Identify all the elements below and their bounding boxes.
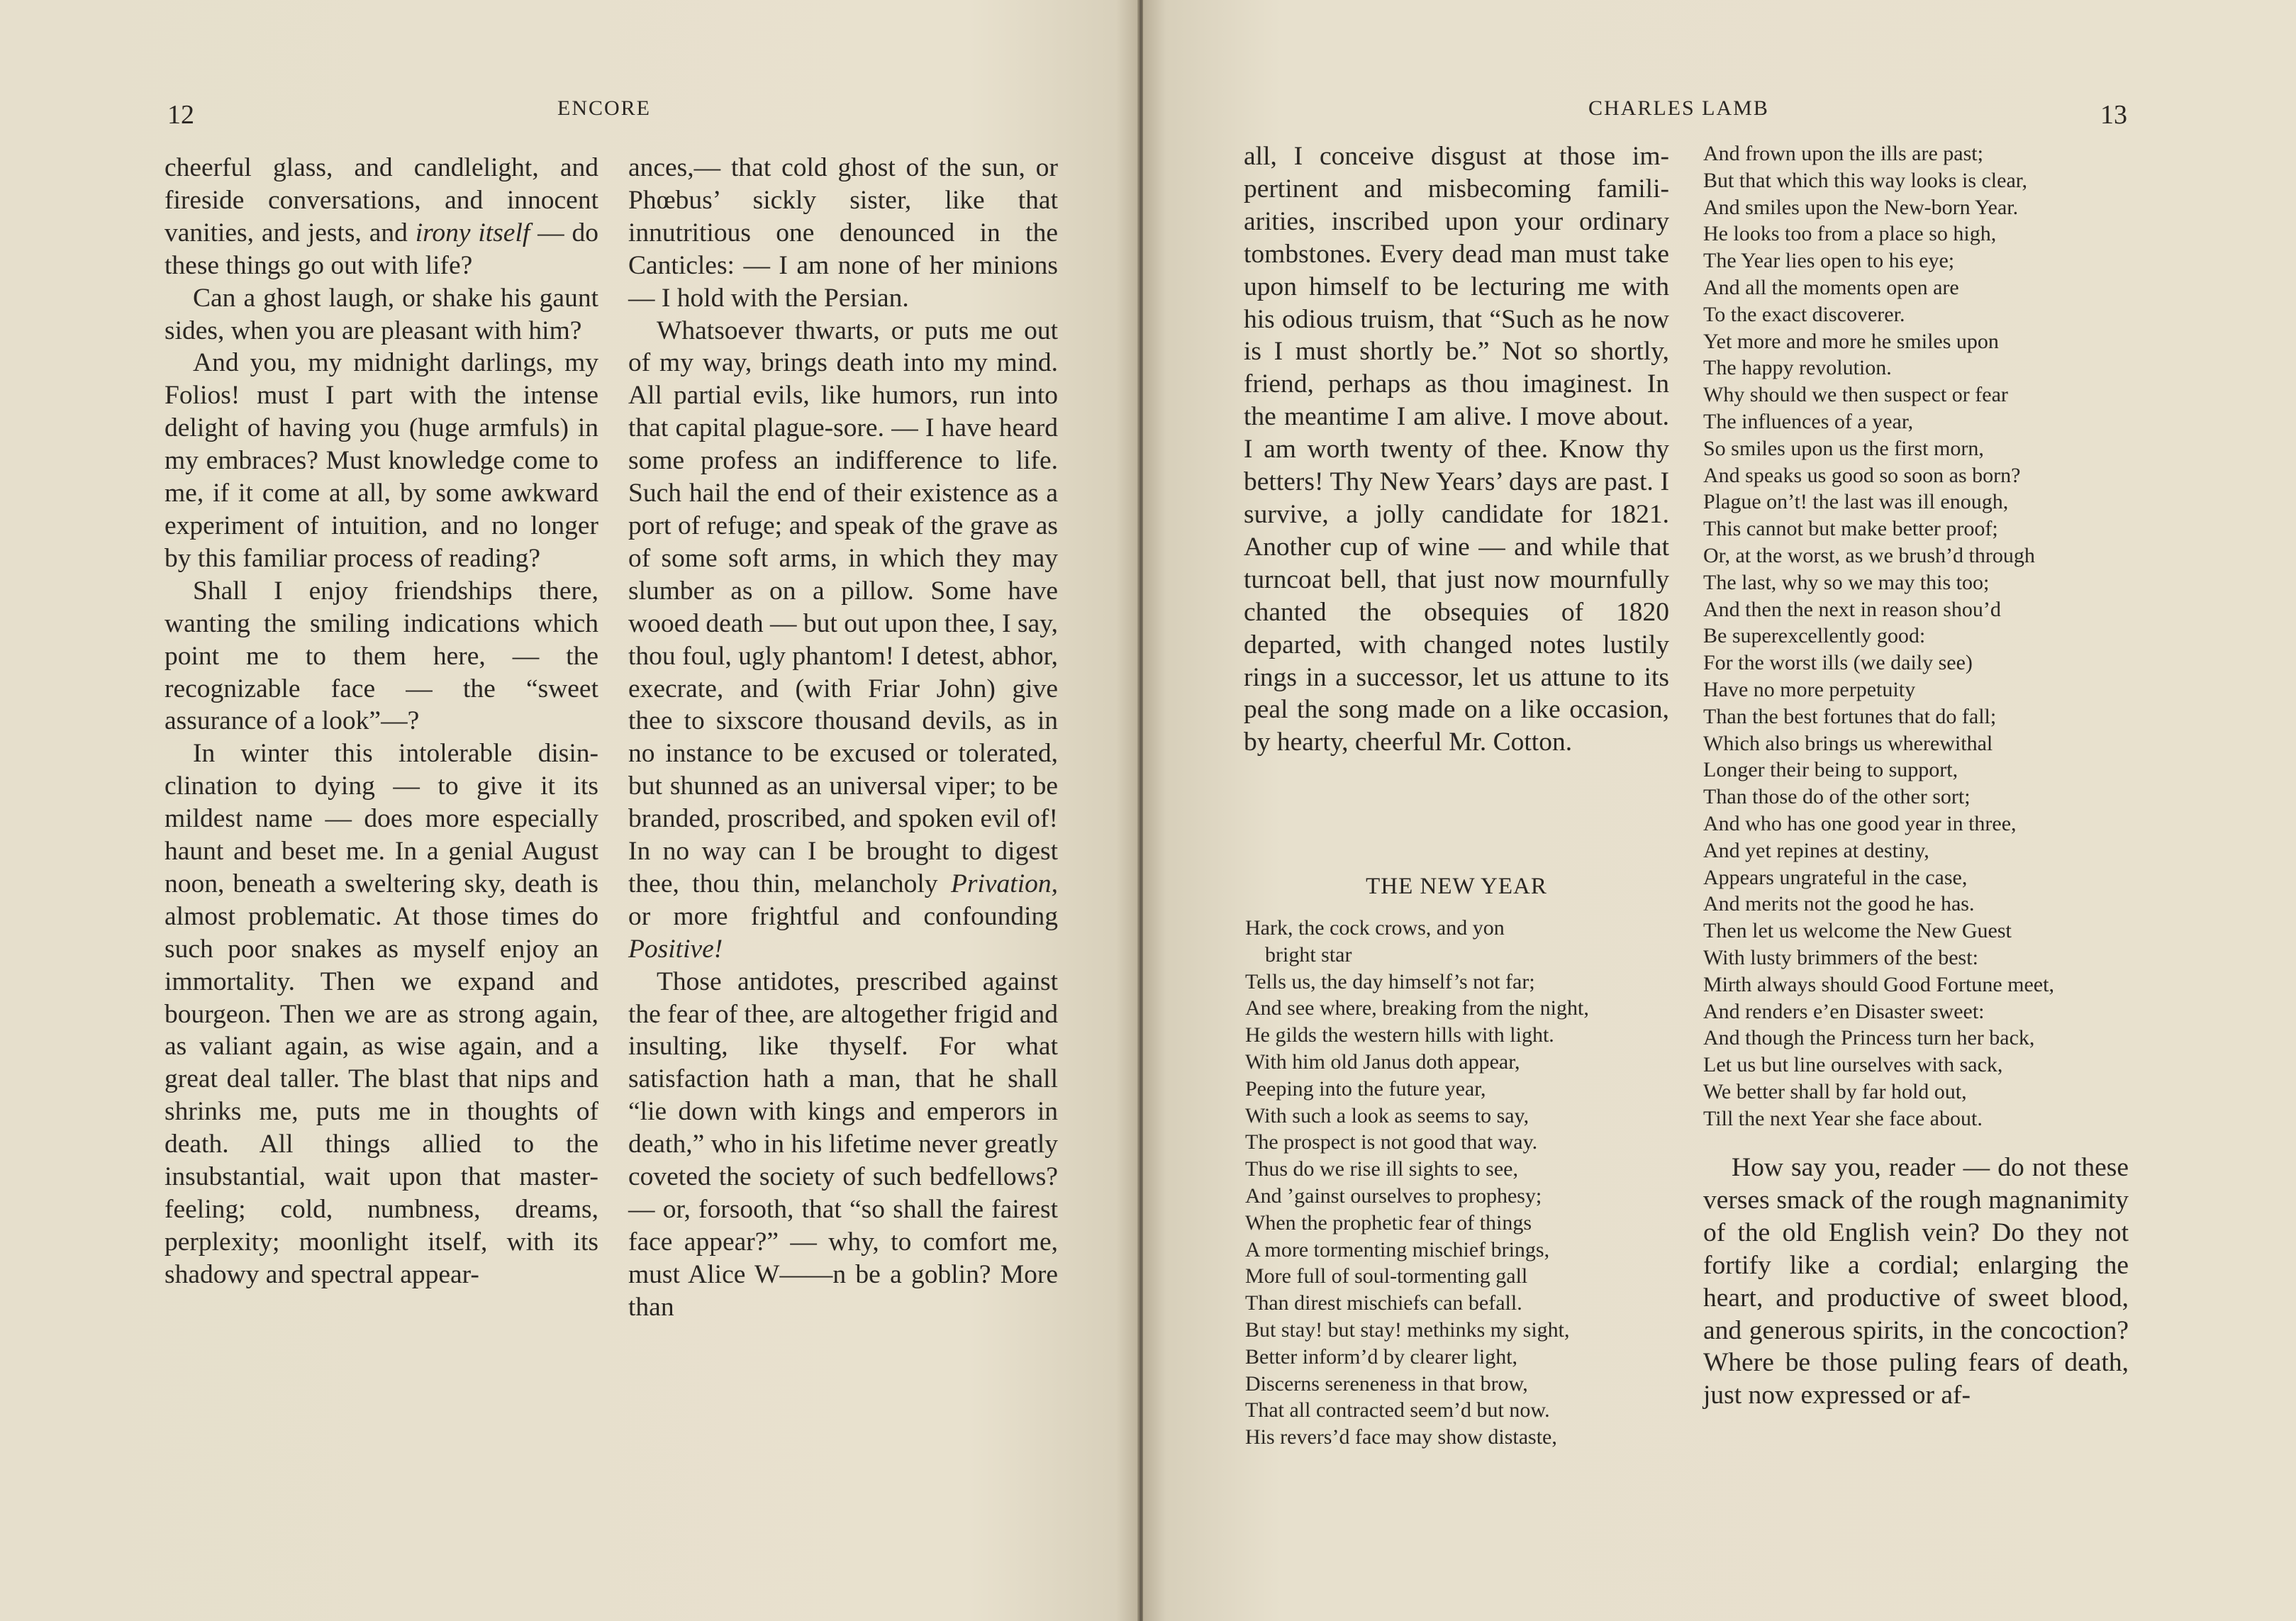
poem-line: But that which this way looks is clear, [1703,168,2028,192]
poem-line: And yet repines at destiny, [1703,838,1929,862]
poem-line: Let us but line ourselves with sack, [1703,1053,2003,1077]
poem-line: Which also brings us wherewithal [1703,731,1993,755]
text-run: — do these things go out with life? [165,218,598,280]
poem-line: The influences of a year, [1703,409,1914,433]
poem-line: Appears ungrateful in the case, [1703,865,1968,889]
running-head-left: ENCORE [557,96,651,120]
poem-line: For the worst ills (we daily see) [1703,651,1973,675]
poem-line: To the exact discoverer. [1703,302,1905,326]
poem-line: Why should we then suspect or fear [1703,383,2008,407]
poem-line: Peeping into the future year, [1245,1076,1486,1101]
poem-line: And speaks us good so soon as born? [1703,463,2021,487]
paragraph: And you, my midnight darlings, my Folios! must I part with the intense delight of having you (huge armfuls) in my embraces? Must knowledge come to me, if it come at all, by some awkward experiment of intuition, and no longer by this familiar process of reading? [165,348,598,573]
poem-line: Than direst mischiefs can befall. [1245,1291,1522,1315]
poem-line: Thus do we rise ill sights to see, [1245,1157,1518,1181]
poem-line: Or, at the worst, as we brush’d through [1703,543,2035,567]
poem-line: Longer their being to support, [1703,758,1958,782]
poem-line: But stay! but stay! methinks my sight, [1245,1318,1570,1342]
poem-line: Then let us welcome the New Guest [1703,919,2012,943]
poem-line: And frown upon the ills are past; [1703,142,1983,165]
poem-line: He looks too from a place so high, [1703,222,1997,246]
poem-line: This cannot but make better proof; [1703,517,1998,541]
right-column-1-prose [1244,140,1669,759]
paragraph [165,152,598,282]
poem-line: The Year lies open to his eye; [1703,249,1955,273]
poem-line: The prospect is not good that way. [1245,1130,1538,1154]
poem-line: And smiles upon the New-born Year. [1703,195,2019,219]
italic-text: Privation, [950,869,1058,898]
poem-line: The last, why so we may this too; [1703,570,1990,594]
text-run: cheerful glass, and candlelight, and fireside conversations, and innocent vanities, and jests, and [165,153,598,247]
poem-line: His revers’d face may show distaste, [1245,1425,1557,1449]
poem-line: Discerns sereneness in that brow, [1245,1371,1528,1396]
paragraph: How say you, reader — do not these verses smack of the rough magnanimity of the old English vein? Do they not fortify like a cordial; enlarging the heart, and productive of sweet blood, and generous spirits, in the concoction? Where be those puling fears of death, just now expressed or af- [1703,1153,2129,1410]
poem-line: And all the moments open are [1703,275,1959,299]
poem-line: More full of soul-tormenting gall [1245,1264,1528,1288]
poem-line: bright star [1265,942,1352,967]
poem-line: And renders e’en Disaster sweet: [1703,999,1985,1023]
poem-line: Than the best fortunes that do fall; [1703,704,1997,728]
right-page [1143,0,2296,1621]
poem-column-2 [1703,140,2157,1132]
poem-line: With lusty brimmers of the best: [1703,945,1978,969]
poem-line: Better inform’d by clearer light, [1245,1344,1518,1369]
paragraph: Those antidotes, prescribed against the fear of thee, are altogether frigid and insulting, like thyself. For what satisfaction hath a man, that he shall “lie down with kings and emperors in death,” who in his lifetime never greatly coveted the society of such bedfellows? — or, forsooth, that “so shall the fairest face appear?” — why, to comfort me, must Alice W——n be a goblin? More than [628,967,1058,1322]
page-number-right: 13 [2100,100,2127,130]
poem-line: And see where, breaking from the night, [1245,996,1589,1020]
page-number-left: 12 [167,100,194,130]
poem-line: Have no more perpetuity [1703,677,1916,701]
poem-line: Than those do of the other sort; [1703,785,1971,809]
poem-line: Be superexcellently good: [1703,624,1926,648]
paragraph: all, I conceive disgust at those impertinent and misbecoming familiarities, inscribed upon your ordinary tombstones. Every dead man must take upon himself to be lecturing me with his odious truism, that “Such as he now is I must shortly be.” Not so shortly, friend, perhaps as thou imaginest. In the meantime I am alive. I move about. I am worth twenty of thee. Know thy betters! Thy New Years’ days are past. I survive, a jolly candidate for 1821. Another cup of wine — and while that turncoat bell, that just now mournfully chanted the obsequies of 1820 departed, with changed notes lustily rings in a successor, let us attune to its peal the song made on a like occasion, by hearty, cheerful Mr. Cotton. [1244,142,1669,757]
poem-line: With him old Janus doth appear, [1245,1049,1520,1074]
italic-text: Positive! [628,934,723,964]
poem-line: Tells us, the day himself’s not far; [1245,969,1535,993]
paragraph: Can a ghost laugh, or shake his gaunt sides, when you are pleasant with him? [165,283,598,345]
text-run: or more frightful and confounding [628,901,1058,931]
paragraph [628,315,1058,966]
poem-line: And ’gainst ourselves to prophesy; [1245,1183,1542,1208]
left-column-2 [628,152,1058,1324]
paragraph: In winter this intolerable disinclination to dying — to give it its mildest name — does more especially haunt and beset me. In a genial August noon, beneath a sweltering sky, death is almost problematic. At those times do such poor snakes as myself enjoy an immortality. Then we expand and bourgeon. Then we are as strong again, as valiant again, as wise again, and a great deal taller. The blast that nips and shrinks me, puts me in thoughts of death. All things allied to the insubstantial, wait upon that master-feeling; cold, numbness, dreams, perplexity; moonlight itself, with its shadowy and spectral appear- [165,739,598,1289]
left-column-1 [165,152,598,1291]
poem-line: We better shall by far hold out, [1703,1079,1967,1103]
paragraph: ances,— that cold ghost of the sun, or Phœbus’ sickly sister, like that innutritious one denounced in the Canticles: — I am none of her minions — I hold with the Persian. [628,153,1058,313]
poem-line: Mirth always should Good Fortune meet, [1703,972,2054,996]
poem-line: Plague on’t! the last was ill enough, [1703,490,2009,514]
italic-text: irony itself [415,218,530,247]
poem-line: When the prophetic fear of things [1245,1210,1532,1235]
text-run: Whatsoever thwarts, or puts me out of my way, brings death into my mind. All partial evils, like humors, run into that capital plague-sore. — I have heard some profess an indifference to life. Such hail the end of their existence as a port of refuge; and speak of the grave as of some soft arms, in which they may slumber as on a pillow. Some have wooed death — but out upon thee, I say, thou foul, ugly phantom! I detest, abhor, execrate, and (with Friar John) give thee to sixscore thousand devils, as in no instance to be excused or tolerated, but shunned as an universal viper; to be branded, proscribed, and spoken evil of! In no way can I be brought to digest thee, thou thin, melancholy [628,316,1058,898]
left-page [0,0,1139,1621]
poem-line: And though the Princess turn her back, [1703,1026,2035,1050]
poem-line: He gilds the western hills with light. [1245,1023,1554,1047]
running-head-right: CHARLES LAMB [1588,96,1769,120]
poem-line: Till the next Year she face about. [1703,1106,1983,1130]
poem-line: So smiles upon us the first morn, [1703,436,1984,460]
poem-line: That all contracted seem’d but now. [1245,1398,1550,1422]
poem-line: Yet more and more he smiles upon [1703,329,1999,353]
poem-line: The happy revolution. [1703,356,1892,380]
poem-column-1 [1245,915,1678,1451]
poem-line: Hark, the cock crows, and yon [1245,916,1505,940]
poem-line: And merits not the good he has. [1703,892,1975,916]
right-column-2-prose [1703,1152,2129,1412]
poem-title: THE NEW YEAR [1366,874,1547,899]
poem-line: And then the next in reason shou’d [1703,597,2001,621]
poem-line: With such a look as seems to say, [1245,1103,1529,1127]
paragraph: Shall I enjoy friendships there, wanting the smiling indications which point me to them here, — the recognizable face — the “sweet assurance of a look”—? [165,576,598,736]
poem-line: A more tormenting mischief brings, [1245,1237,1550,1261]
poem-line: And who has one good year in three, [1703,811,2017,835]
